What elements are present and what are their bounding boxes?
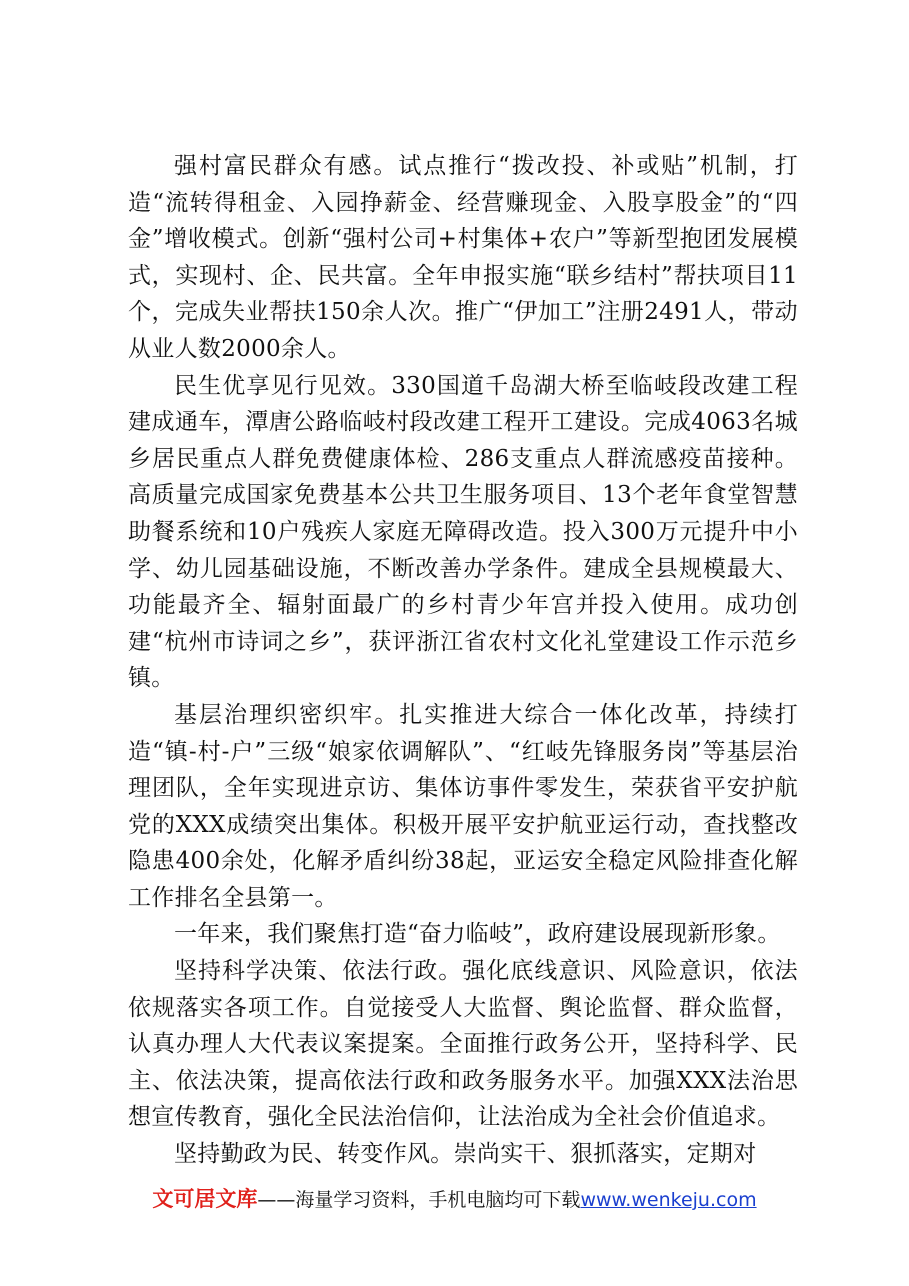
document-body [128,148,798,1173]
paragraph-livelihood: 民生优享见行见效。330国道千岛湖大桥至临岐段改建工程建成通车，潭唐公路临岐村段改建工程开工建设。完成4063名城乡居民重点人群免费健康体检、286支重点人群流感疫苗接种。高质量完成国家免费基本公共卫生服务项目、13个老年食堂智慧助餐系统和10户残疾人家庭无障碍改造。投入300万元提升中小学、幼儿园基础设施，不断改善办学条件。建成全县规模最大、功能最齐全、辐射面最广的乡村青少年宫并投入使用。成功创建“杭州市诗词之乡”，获评浙江省农村文化礼堂建设工作示范乡镇。 [128,372,798,692]
footer-banner [0,1183,909,1213]
paragraph-rule-of-law: 坚持科学决策、依法行政。强化底线意识、风险意识，依法依规落实各项工作。自觉接受人大监督、舆论监督、群众监督，认真办理人大代表议案提案。全面推行政务公开，坚持科学、民主、依法决策，提高依法行政和政务服务水平。加强XXX法治思想宣传教育，强化全民法治信仰，让法治成为全社会价值追求。 [128,958,798,1131]
paragraph-villages: 强村富民群众有感。试点推行“拨改投、补或贴”机制，打造“流转得租金、入园挣薪金、经营赚现金、入股享股金”的“四金”增收模式。创新“强村公司+村集体+农户”等新型抱团发展模式，实现村、企、民共富。全年申报实施“联乡结村”帮扶项目11个，完成失业帮扶150余人次。推广“伊加工”注册2491人，带动从业人数2000余人。 [128,153,798,362]
paragraph-governance: 基层治理织密织牢。扎实推进大综合一体化改革，持续打造“镇-村-户”三级“娘家依调解队”、“红岐先锋服务岗”等基层治理团队，全年实现进京访、集体访事件零发生，荣获省平安护航党的XXX成绩突出集体。积极开展平安护航亚运行动，查找整改隐患400余处，化解矛盾纠纷38起，亚运安全稳定风险排查化解工作排名全县第一。 [128,701,798,911]
footer-brand: 文可居文库 [152,1187,258,1211]
paragraph-government-image: 一年来，我们聚焦打造“奋力临岐”，政府建设展现新形象。 [174,921,781,948]
footer-link[interactable]: www.wenkeju.com [580,1189,757,1211]
paragraph-diligence: 坚持勤政为民、转变作风。崇尚实干、狠抓落实，定期对 [174,1141,757,1168]
footer-tagline: ——海量学习资料，手机电脑均可下载 [257,1189,581,1211]
